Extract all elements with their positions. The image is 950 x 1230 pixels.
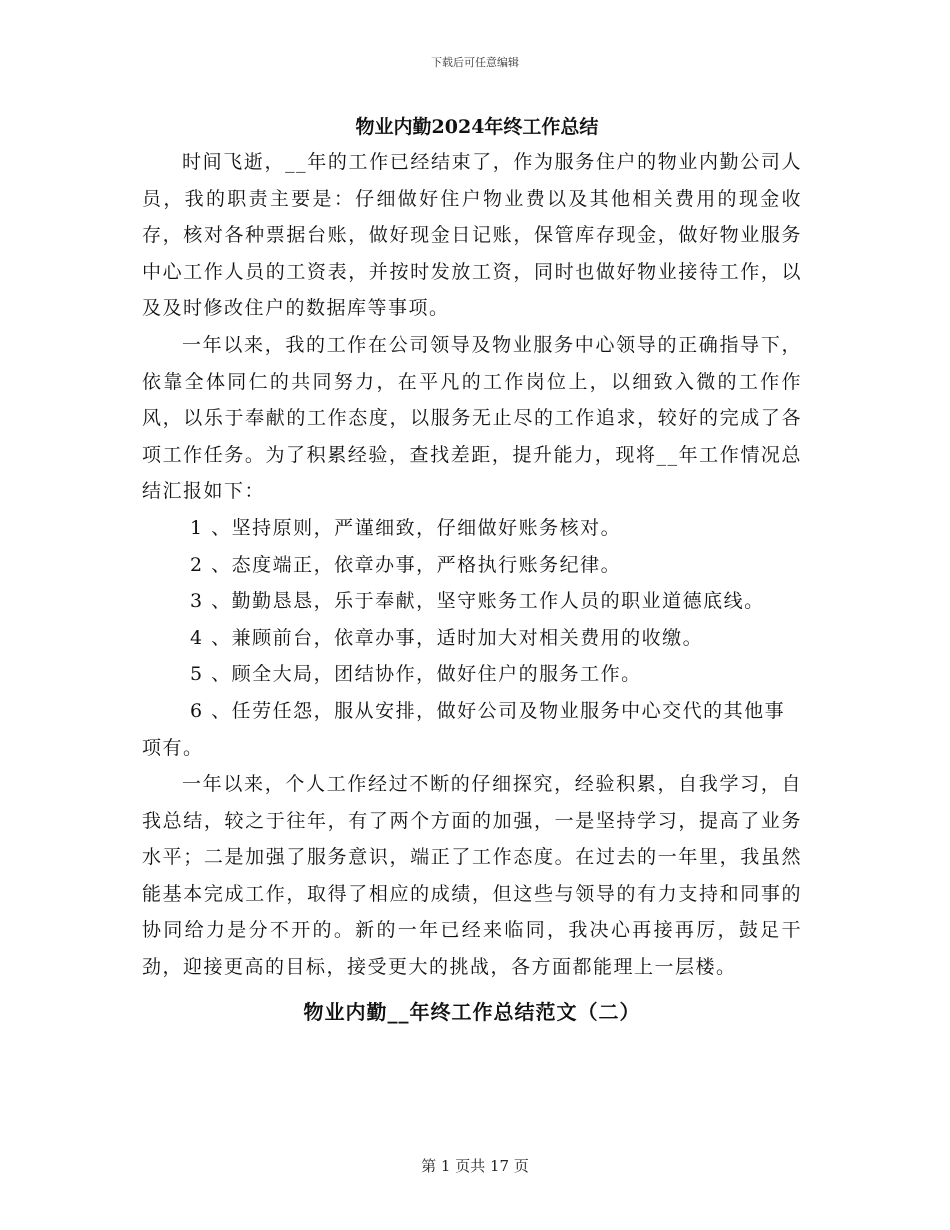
paragraph-closing: 一年以来，个人工作经过不断的仔细探究，经验积累，自我学习，自我总结，较之于往年，有了两个方面的加强，一是坚持学习，提高了业务水平；二是加强了服务意识，端正了工作态度。在过去的一年里，我虽然能基本完成工作，取得了相应的成绩，但这些与领导的有力支持和同事的协同给力是分不开的。新的一年已经来临同，我决心再接再厉，鼓足干劲，迎接更高的目标，接受更大的挑战，各方面都能理上一层楼。 (142, 773, 802, 979)
list-item-5: 5 、顾全大局，团结协作，做好住户的服务工作。 (190, 663, 642, 686)
list-item-4: 4 、兼顾前台，依章办事，适时加大对相关费用的收缴。 (190, 626, 704, 649)
page-header-note: 下载后可任意编辑 (431, 56, 519, 69)
list-item-6: 6 、任劳任怨，服从安排，做好公司及物业服务中心交代的其他事项有。 (142, 699, 786, 759)
list-item-2: 2 、态度端正，依章办事，严格执行账务纪律。 (190, 553, 622, 576)
list-item-1: 1 、坚持原则，严谨细致，仔细做好账务核对。 (190, 516, 622, 539)
paragraph-intro: 时间飞逝，__年的工作已经结束了，作为服务住户的物业内勤公司人员，我的职责主要是：仔细做好住户物业费以及其他相关费用的现金收存，核对各种票据台账，做好现金日记账，保管库存现金，做好物业服务中心工作人员的工资表，并按时发放工资，同时也做好物业接待工作，以及及时修改住户的数据库等事项。 (142, 151, 802, 320)
document-body (142, 110, 802, 1030)
paragraph-overview: 一年以来，我的工作在公司领导及物业服务中心领导的正确指导下，依靠全体同仁的共同努力，在平凡的工作岗位上，以细致入微的工作作风，以乐于奉献的工作态度，以服务无止尽的工作追求，较好的完成了各项工作任务。为了积累经验，查找差距，提升能力，现将__年工作情况总结汇报如下： (142, 333, 802, 503)
section-subtitle: 物业内勤__年终工作总结范文（二） (303, 999, 641, 1024)
list-item-3: 3 、勤勤恳恳，乐于奉献，坚守账务工作人员的职业道德底线。 (190, 590, 765, 613)
document-title: 物业内勤2024年终工作总结 (355, 116, 599, 138)
page-number-footer: 第 1 页共 17 页 (421, 1157, 529, 1175)
